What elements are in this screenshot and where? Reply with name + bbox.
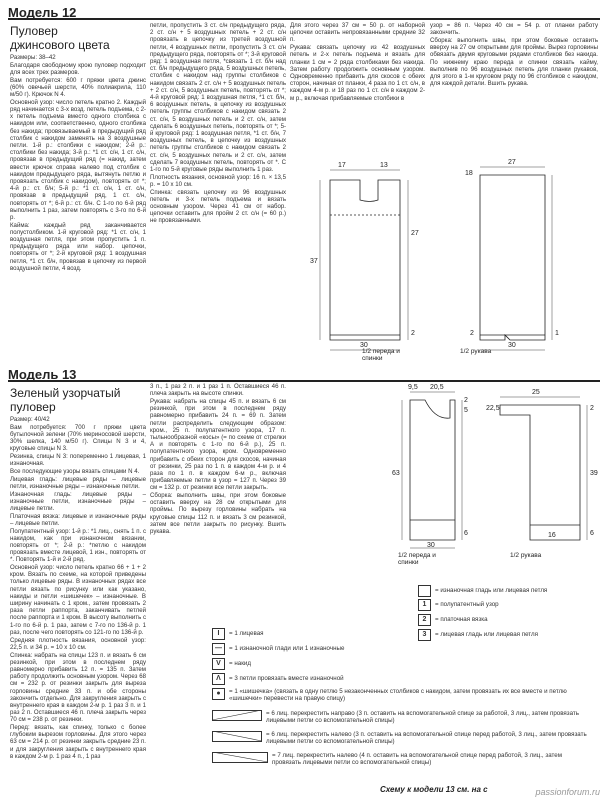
- model12-sleeve-outline: [480, 175, 545, 340]
- legend-symbol-1: 1: [418, 599, 431, 611]
- model12-caption-sleeve: 1/2 рукава: [460, 348, 492, 355]
- model12-column-4: [430, 22, 598, 140]
- model13-dim: 25: [532, 389, 540, 396]
- legend-row: [418, 614, 492, 626]
- model12-dim: 2: [470, 330, 474, 337]
- model12-dim: 30: [360, 342, 368, 349]
- legend-row: [212, 710, 595, 725]
- model12-paragraph: Кайма: каждый ряд заканчивается полустолбиком. 1-й круговой ряд: *1 ст. с/н, 1 воздушная петля, при этом пропустить 1 п. предыдущего ряда или набор. цепочки, повторять от *; 2-й круговой ряд: 1 воздушная петля, *1 ст. б/н, провязав в цепочку из первой воздушной петли, 4 возд.: [10, 221, 146, 272]
- model13-caption-sleeve: 1/2 рукава: [510, 552, 542, 559]
- legend-row: [212, 752, 596, 767]
- model13-paragraph: Спинка: набрать на спицы 123 п. и вязать 6 см резинкой, при этом в последнем ряду равномерно прибавить 12 п. = 135 п. Затем работу продолжить основным узором. Через 68 см = 232 р. от резинки закрыть для выреза горловины средние 33 п. и обе стороны закончить отдельно. Для закругления закрыть с внутреннего края в каждом 2-м р. 1 раз 3 п. и 1 раз 2 п. Оставшиеся 46 п. плеча закрыть через 70 см = 238 р. от резинки.: [10, 651, 146, 724]
- model13-dim: 6: [464, 530, 468, 537]
- yarn-over-icon: V: [212, 658, 225, 670]
- model13-paragraph: Средняя плотность вязания, основной узор: 22,5 п. и 34 р. = 10 х 10 см.: [10, 636, 146, 651]
- model13-paragraph: 3 п., 1 раз 2 п. и 1 раз 1 п. Оставшиеся 46 п. плеча закрыть на высоте спинки.: [150, 383, 286, 398]
- model13-caption-front: 1/2 переда и спинки: [398, 552, 436, 566]
- model12-title: [10, 24, 110, 52]
- cable-left-7-icon: [212, 752, 268, 763]
- model12-paragraph: Сборка: выполнить швы, при этом боковые оставить вверху на 27 см открытыми для проймы. Вырез горловины обвязать двумя круговыми рядами столбиков без накида. По нижнему краю переда и спинки связать кайму, выполнив по 96 воздушных петель для планки рукавов, для этого в 1-м круговом ряду по 96 столбиков с накидом, для каждой детали. Вшить рукава.: [430, 36, 598, 88]
- legend-text: = накид: [229, 660, 251, 668]
- model12-dim: 27: [508, 159, 516, 166]
- legend-row: [212, 731, 595, 746]
- knit-stitch-icon: I: [212, 628, 225, 640]
- model12-dim: 30: [508, 342, 516, 349]
- legend-text: = 7 лиц. перекрестить налево (4 п. оставить на вспомогательной спице перед работой, 3 лиц., затем провязать лицевыми петли со вспомогательной спицы): [272, 752, 562, 767]
- model12-title-line2: джинсового цвета: [10, 38, 110, 52]
- legend-row: [212, 673, 348, 685]
- model12-dim: 27: [411, 230, 419, 237]
- legend-row: [212, 688, 588, 703]
- legend-row: [212, 643, 348, 655]
- cable-left-6-icon: [212, 731, 262, 742]
- model13-header: Модель 13: [8, 367, 77, 382]
- cable-right-6-icon: [212, 710, 262, 721]
- model13-paragraph: Перед: вязать, как спинку, только с более глубоким вырезом горловины. Для этого через 63 см = 214 р. от резинки закрыть средние 23 п. и для закругления закрыть с внутреннего края в каждом 2-м р. 1 раз 4 п., 1 раз: [10, 724, 146, 760]
- model13-dim: 63: [392, 470, 400, 477]
- legend-text: = изнаночная гладь или лицевая петля: [435, 587, 548, 595]
- model12-dim: 2: [411, 330, 415, 337]
- legend-text: = 1 изнаночной глади или 1 изнаночные: [229, 645, 345, 653]
- model13-schematic: [390, 380, 602, 550]
- legend-text: = 1 «шишечка» (связать в одну петлю 5 незаконченных столбиков с накидом, затем провязать их все вместе и петлю «шишечки» перевести на правую спицу): [229, 688, 567, 703]
- model13-dim: 6: [590, 530, 594, 537]
- model13-dim: 9,5: [408, 384, 418, 391]
- model13-title-line1: Зеленый узорчатый: [10, 386, 121, 400]
- model12-paragraph: узор = 86 п. Через 40 см = 54 р. от планки работу закончить.: [430, 22, 598, 37]
- legend-symbol-3: 3: [418, 629, 431, 641]
- model12-paragraph: Плотность вязания, основной узор: 16 п. × 13,5 р. = 10 х 10 см.: [150, 173, 286, 188]
- model13-dim: 16: [548, 532, 556, 539]
- legend-row: [212, 658, 255, 670]
- model12-dim: 13: [380, 162, 388, 169]
- model12-column-3: [290, 22, 425, 140]
- legend-text: = платочная вязка: [435, 616, 488, 624]
- legend-row: [212, 628, 267, 640]
- model13-dim: 20,5: [430, 384, 444, 391]
- model13-front-outline: [410, 400, 455, 540]
- legend-text: = 6 лиц. перекрестить направо (3 п. оставить на вспомогательной спице за работой, 3 лиц., затем провязать лицевыми петли со вспомогательной спицы): [266, 710, 579, 725]
- model12-header: Модель 12: [8, 5, 77, 20]
- model12-paragraph: Вам потребуется: 600 г пряжи цвета джинс (60% овечьей шерсти, 40% полиакрила, 110 м/50 г). Крючок N 4.: [10, 76, 146, 99]
- model12-title-line1: Пуловер: [10, 24, 58, 38]
- model12-column-1: [10, 54, 146, 344]
- model13-dim: 5: [464, 407, 468, 414]
- legend-row: [418, 599, 503, 611]
- model12-paragraph: Благодаря свободному крою пуловер подходит для всех трех размеров.: [10, 61, 146, 76]
- model12-column-2: [150, 22, 286, 344]
- model12-paragraph: петли, пропустить 3 ст. с/н предыдущего ряда, 2 ст. с/н + 5 воздушных петель + 2 ст. с/н провязать в цепочку из третей воздушной петли, 4 воздушных петли, пропустить 3 ст. с/н предыдущего ряда, повторять от *; 3-й круговой ряд: 1 воздушная петля, *связать 1 ст. б/н над ст. б/н предыдущего ряда, 5 воздушных петель, столбик с накидом над группы столбиков с накидом связать 2 ст. с/н + 5 воздушных петель + 2 ст. с/н, 5 воздушных петель, повторять от *; 4-й круговой ряд: 1 воздушная петля, *1 ст. б/н, 6 воздушных петель, в цепочку из воздушных петель группы столбиков с накидом связать 2 ст. с/н, 5 воздушных петель и 2 ст. с/н, затем сделать 6 воздушных петель, повторять от *; 5-й круговой ряд: 1 воздушная петля, *1 ст. б/н, 7 воздушных петель, в цепочку из воздушных петель группы столбиков с накидом связать 2 ст. с/н, 5 воздушных петель и 2 ст. с/н, затем сделать 7 воздушных петель, повторять от *. С 1-го по 5-й круговые ряды выполнить 1 раз.: [150, 22, 286, 174]
- model13-dim: 2: [464, 397, 468, 404]
- model13-paragraph: Лицевая гладь: лицевые ряды – лицевые петли, изнаночные ряды – изнаночные петли.: [10, 475, 146, 490]
- model13-dim: 22,5: [486, 405, 500, 412]
- model13-paragraph: Полупатентный узор: 1-й р.: *1 лиц., снять 1 п. с накидом, как при изнаночном вязании, повторять от *; 2-й р.: *петлю с накидом провязать вместе лицевой, 1 изн., повторять от *. Повторять 1-й и 2-й ряд.: [10, 527, 146, 564]
- model13-dim: 30: [427, 542, 435, 549]
- legend-text: = лицевая гладь или лицевая петля: [435, 631, 538, 639]
- model13-column-2: [150, 383, 286, 623]
- model13-sleeve-outline: [500, 405, 580, 540]
- model12-paragraph: Рукава: связать цепочку из 42 воздушных петель и 2-х петель подъема и вязать для планки 1 см = 2 ряда столбиками без накида. Затем работу продолжить основным узором. Одновременно прибавить для скосов с обеих сторон, начиная от планки, 4 раза по 1 ст. с/н, в каждом 4-м р. и 18 раз по 1 ст. с/н в каждом 2-м р., включая прибавляемые столбики в: [290, 44, 425, 102]
- model12-paragraph: Основной узор: число петель кратно 2. Каждый ряд начинается с 3-х возд. петель подъема, с 2-х петель подъема вместо одного столбика с накидом или, соответственно, одного столбика без накида; провязываемый в предыдущий ряд столбик с накидом заменять на 3 воздушные петли. 1-й р.: столбики с накидом; 2-й р.: столбики без накида; 3-й р.: *1 ст. с/н, 1 ст. с/н, провязав в предыдущий ряд (= накид, затем ввести крючок справа налево под столбик с накидом предыдущего ряда, вытянуть петлю и провязать столбик с накидом), повторять от *; 4-й р.: ст. б/н; 5-й р.: *1 ст. с/н, 1 ст. с/н, провязав в предыдущий ряд, 1 ст. с/н, повторять от *; 6-й р.: ст. б/н. С 1-го по 6-й ряд выполнить 1 раз, затем повторять с 3-го по 6-й р.: [10, 98, 146, 221]
- model13-paragraph: Вам потребуется: 700 г пряжи цвета бутылочной зелени (70% мериносовой шерсти, 30% шелка, 140 м/50 г). Спицы N 3 и 4, круговые спицы N 3.: [10, 423, 146, 453]
- bobble-icon: ●: [212, 688, 225, 700]
- model12-schematic: [290, 145, 602, 355]
- model12-dim: 17: [338, 162, 346, 169]
- watermark: passionforum.ru: [535, 787, 600, 797]
- model13-paragraph: Сборка: выполнить швы, при этом боковые оставить вверху на 28 см открытыми для проймы. По вырезу горловины набрать на круговые спицы 112 п. и вязать 3 см резинкой, затем все петли закрыть по рисунку. Вшить рукава.: [150, 492, 286, 536]
- model13-column-1: [10, 416, 146, 798]
- model12-front-outline: [330, 180, 400, 340]
- model13-title: [10, 386, 120, 414]
- model12-dim: 18: [465, 170, 473, 177]
- model13-dim: 39: [590, 470, 598, 477]
- purl-stitch-icon: —: [212, 643, 225, 655]
- legend-symbol-empty: [418, 585, 431, 597]
- model13-title-line2: пуловер: [10, 400, 56, 414]
- model12-dim: 37: [310, 258, 318, 265]
- model13-paragraph: Основной узор: число петель кратно 66 + 1 + 2 кром. Вязать по схеме, на которой приведены только лицевые ряды. В изнаночных рядах все петли вязать по рисунку или как указано, накиды и петли «шишечек» – изнаночные. В ширину начинать с 1 кром., затем провязать 2 раза петли раппорта, заканчивать петлей после раппорта и 1 кром. В высоту выполнить с 1-го по 6-й р. 1 раз, затем с 7-го по 136-й р. 1 раз, после чего повторять со 121-го по 136-й р.: [10, 564, 146, 636]
- model13-paragraph: Платочная вязка: лицевые и изнаночные ряды – лицевые петли.: [10, 512, 146, 527]
- model13-scheme-caption: Схему к модели 13 см. на с: [380, 785, 488, 794]
- legend-text: = полупатентный узор: [435, 601, 499, 609]
- legend-text: = 3 петли провязать вместе изнаночной: [229, 675, 344, 683]
- model13-paragraph: Все последующие узоры вязать спицами N 4.: [10, 467, 140, 475]
- model13-paragraph: Резинка, спицы N 3: попеременно 1 лицевая, 1 изнаночная.: [10, 453, 146, 468]
- legend-text: = 6 лиц. перекрестить налево (3 п. оставить на вспомогательной спице перед работой, 3 лиц., затем провязать лицевыми петли со вспомогательной спицы): [266, 731, 587, 746]
- legend-symbol-2: 2: [418, 614, 431, 626]
- model12-caption-front: 1/2 переда и спинки: [362, 348, 400, 362]
- model13-legend-bottom: [212, 628, 598, 780]
- model12-paragraph: Для этого через 37 см = 50 р. от наборной цепочки оставить непровязанными средние 32 п.: [290, 22, 425, 44]
- model12-header-bar: [8, 4, 600, 20]
- legend-row: [418, 585, 551, 597]
- model12-paragraph: Размеры: 38–42: [10, 54, 56, 61]
- model13-paragraph: Изнаночная гладь: лицевые ряды – изнаночные петли, изнаночные ряды – лицевые петли.: [10, 490, 146, 512]
- model13-dim: 2: [590, 405, 594, 412]
- legend-text: = 1 лицевая: [229, 630, 264, 638]
- three-together-icon: Λ: [212, 673, 225, 685]
- model13-paragraph: Рукава: набрать на спицы 45 п. и вязать 6 см резинкой, при этом в последнем ряду равномерно прибавить 24 п. = 69 п. Затем петли распределить следующим образом: кром., 25 п. полупатентного узора, 17 п. тыльнообразной «косы» (= по схеме от стрелки A и повторять с 1-го по 6-й р.), 25 п. полупатентного узора, кром. Одновременно прибавить с обеих сторон для скосов, начиная от резинки, 25 раз по 1 п. в каждом 4-м р. и 4 раза по 1 п. в каждом 6-м р., включая прибавляемые петли в узор = 127 п. Через 39 см = 132 р. от резинки все петли закрыть.: [150, 397, 286, 492]
- model12-dim: 1: [555, 330, 559, 337]
- model13-paragraph: Размер: 40/42: [10, 416, 50, 423]
- model12-paragraph: Спинка: связать цепочку из 96 воздушных петель и 3-х петель подъема и вязать основным узором. Через 41 см от набор. цепочки оставить для пройм 2 ст. с/н (= 60 р.) не провязанными.: [150, 188, 286, 225]
